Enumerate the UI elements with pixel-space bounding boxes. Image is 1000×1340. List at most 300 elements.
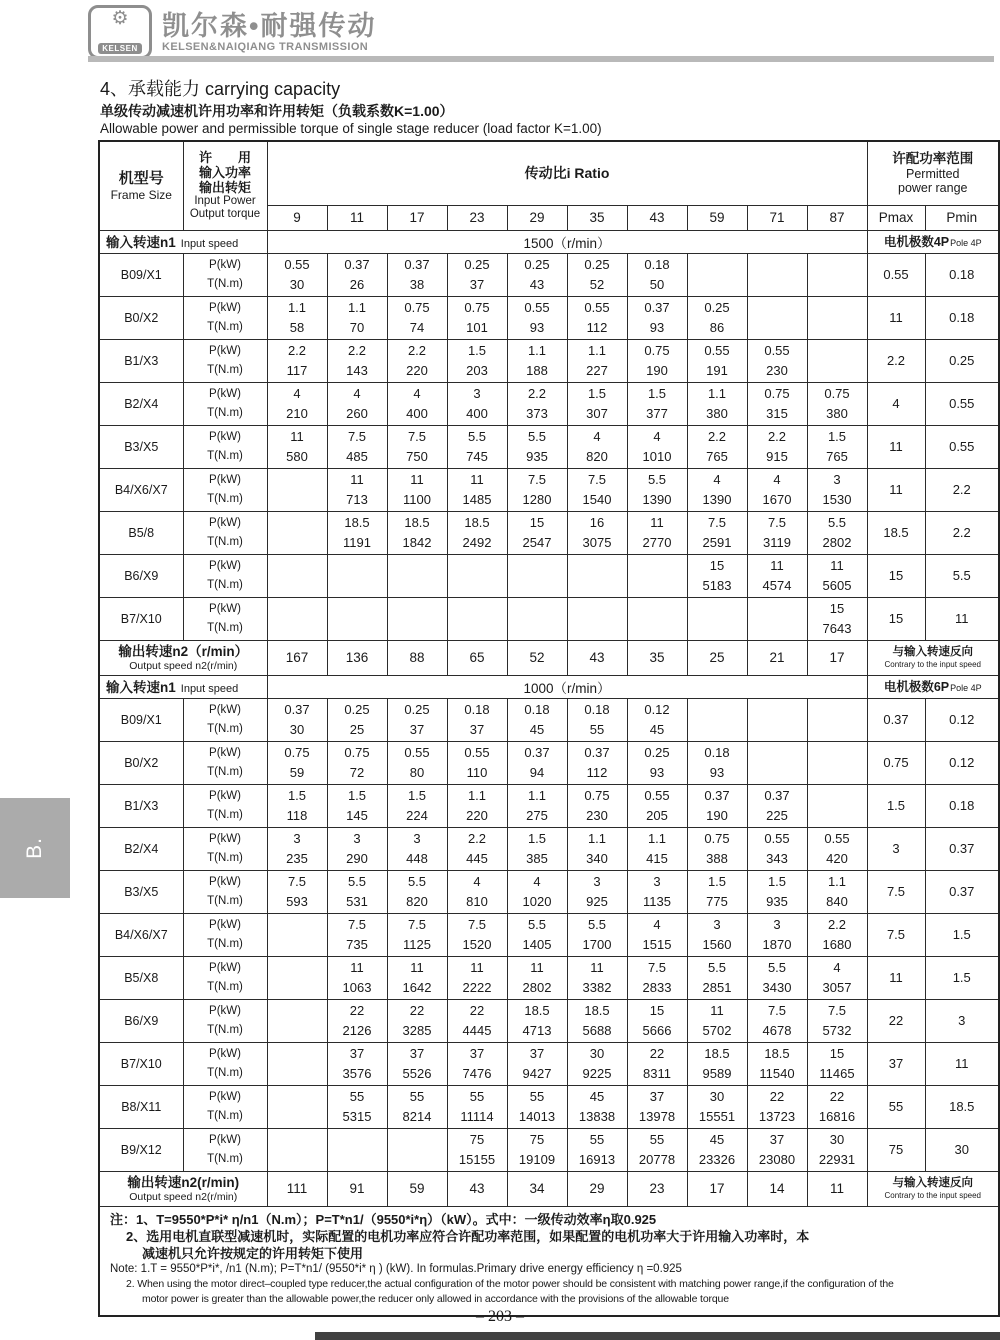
pmin-cell: 0.12	[925, 698, 999, 741]
ratio-data-cell	[327, 597, 387, 640]
t-value: 2851	[702, 979, 732, 995]
frame-size-cell: B7/X10	[99, 597, 183, 640]
pmax-cell: 2.2	[867, 339, 925, 382]
ratio-data-cell	[267, 784, 327, 827]
t-value: 420	[826, 850, 848, 866]
p-value: 3	[713, 916, 721, 932]
output-speed-value: 17	[687, 1171, 747, 1206]
pmin-cell: 0.12	[925, 741, 999, 784]
output-speed-value: 11	[807, 1171, 867, 1206]
p-value: 1.5	[467, 342, 487, 358]
pmin-cell: 0.18	[925, 253, 999, 296]
t-value: 59	[289, 764, 305, 780]
note-cn-2: 2、选用电机直联型减速机时，实际配置的电机功率应符合许配功率范围，如果配置的电机功率大于许用输入功率时，本	[126, 1228, 810, 1244]
ratio-data-cell	[747, 554, 807, 597]
t-value: 5732	[822, 1022, 852, 1038]
output-speed-cn: 输出转速n2(r/min)	[127, 1175, 240, 1190]
p-label: P(kW)	[209, 301, 241, 314]
t-value: 3382	[582, 979, 612, 995]
output-speed-value: 59	[387, 1171, 447, 1206]
t-label: T(N.m)	[207, 578, 243, 591]
pmax-cell: 4	[867, 382, 925, 425]
t-value: 925	[586, 893, 608, 909]
t-value: 1405	[522, 936, 552, 952]
p-value: 30	[709, 1088, 725, 1104]
t-value: 5183	[702, 577, 732, 593]
permitted-en2: power range	[898, 181, 968, 196]
ratio-data-cell	[807, 339, 867, 382]
notes	[99, 1206, 999, 1316]
t-value: 9589	[702, 1065, 732, 1081]
p-value: 0.25	[644, 744, 670, 760]
p-value: 1.1	[527, 342, 547, 358]
p-value: 2.2	[287, 342, 307, 358]
ratio-data-cell	[447, 698, 507, 741]
p-value: 7.5	[527, 471, 547, 487]
p-value: 5.5	[527, 916, 547, 932]
ratio-data-cell	[447, 1085, 507, 1128]
ratio-data-cell	[687, 741, 747, 784]
ratio-value: 35	[567, 205, 627, 230]
ratio-data-cell	[447, 999, 507, 1042]
motor-pole-cn: 电机极数4P	[883, 235, 950, 249]
ratio-data-cell	[447, 827, 507, 870]
p-value: 4	[533, 873, 541, 889]
ratio-data-cell	[447, 554, 507, 597]
frame-row	[99, 339, 999, 382]
t-value: 30	[289, 276, 305, 292]
t-value: 3285	[402, 1022, 432, 1038]
ratio-data-cell	[747, 827, 807, 870]
p-value: 5.5	[827, 514, 847, 530]
p-value: 0.18	[644, 256, 670, 272]
pt-label-cell	[183, 597, 267, 640]
p-value: 4	[653, 916, 661, 932]
ratio-data-cell	[327, 296, 387, 339]
ratio-data-cell	[327, 425, 387, 468]
t-value: 5666	[642, 1022, 672, 1038]
ratio-data-cell	[447, 870, 507, 913]
p-label: P(kW)	[209, 1090, 241, 1103]
t-value: 4574	[762, 577, 792, 593]
ratio-value: 23	[447, 205, 507, 230]
t-label: T(N.m)	[207, 535, 243, 548]
t-label: T(N.m)	[207, 894, 243, 907]
pt-label-cell	[183, 698, 267, 741]
brand-name-en: KELSEN&NAIQIANG TRANSMISSION	[162, 41, 369, 53]
t-value: 2833	[642, 979, 672, 995]
t-value: 112	[586, 319, 608, 335]
t-label: T(N.m)	[207, 363, 243, 376]
ratio-data-cell	[807, 1085, 867, 1128]
ratio-data-cell	[387, 253, 447, 296]
ratio-data-cell	[687, 253, 747, 296]
pmax-cell: 75	[867, 1128, 925, 1171]
ratio-data-cell	[387, 468, 447, 511]
frame-size-cell: B09/X1	[99, 698, 183, 741]
p-value: 18.5	[464, 514, 490, 530]
motor-pole-cell	[867, 675, 999, 698]
p-value: 1.1	[587, 342, 607, 358]
pt-label-cell	[183, 913, 267, 956]
ratio-data-cell	[447, 382, 507, 425]
pt-en2: Output torque	[189, 208, 261, 221]
t-value: 37	[469, 721, 485, 737]
p-value: 0.25	[344, 701, 370, 717]
t-value: 235	[286, 850, 308, 866]
pmax-cell: 55	[867, 1085, 925, 1128]
pt-label-cell	[183, 956, 267, 999]
t-label: T(N.m)	[207, 1023, 243, 1036]
subtitle-cn: 单级传动减速机许用功率和许用转矩（负载系数K=1.00）	[100, 103, 454, 119]
pmin-cell: 3	[925, 999, 999, 1042]
ratio-data-cell	[687, 425, 747, 468]
output-speed-row	[99, 640, 999, 675]
p-value: 0.37	[524, 744, 550, 760]
t-value: 1520	[462, 936, 492, 952]
p-value: 1.5	[587, 385, 607, 401]
t-value: 5526	[402, 1065, 432, 1081]
p-value: 55	[409, 1088, 425, 1104]
p-value: 11	[650, 514, 664, 530]
t-value: 72	[349, 764, 365, 780]
ratio-data-cell	[507, 468, 567, 511]
p-value: 11	[350, 471, 364, 487]
ratio-data-cell	[807, 956, 867, 999]
ratio-data-cell	[627, 1042, 687, 1085]
header-divider	[88, 56, 994, 62]
output-speed-en: Output speed n2(r/min)	[129, 1191, 238, 1203]
t-value: 2770	[642, 534, 672, 550]
pmin-cell: 2.2	[925, 511, 999, 554]
p-value: 0.25	[464, 256, 490, 272]
pt-label-cell	[183, 382, 267, 425]
t-value: 1540	[582, 491, 612, 507]
t-value: 203	[466, 362, 488, 378]
t-value: 315	[766, 405, 788, 421]
pmax-cell: 1.5	[867, 784, 925, 827]
p-value: 0.75	[824, 385, 850, 401]
ratio-data-cell	[747, 698, 807, 741]
input-speed-cn: 输入转速n1	[106, 235, 176, 250]
t-label: T(N.m)	[207, 492, 243, 505]
output-speed-value: 91	[327, 1171, 387, 1206]
output-speed-cn: 输出转速n2（r/min）	[118, 644, 249, 659]
ratio-data-cell	[627, 827, 687, 870]
ratio-data-cell	[327, 1085, 387, 1128]
motor-pole-cell	[867, 230, 999, 253]
p-label: P(kW)	[209, 832, 241, 845]
frame-size-cell: B3/X5	[99, 870, 183, 913]
t-value: 93	[649, 319, 665, 335]
output-speed-value: 65	[447, 640, 507, 675]
t-value: 74	[409, 319, 425, 335]
pt-label-cell	[183, 339, 267, 382]
t-value: 745	[466, 448, 488, 464]
t-value: 5688	[582, 1022, 612, 1038]
ratio-data-cell	[807, 468, 867, 511]
t-label: T(N.m)	[207, 406, 243, 419]
t-value: 373	[526, 405, 548, 421]
frame-row	[99, 913, 999, 956]
output-speed-value: 14	[747, 1171, 807, 1206]
p-value: 7.5	[647, 959, 667, 975]
brand-name-cn: 凯尔森•耐强传动	[162, 11, 377, 41]
t-value: 230	[766, 362, 788, 378]
p-value: 5.5	[347, 873, 367, 889]
ratio-data-cell	[747, 741, 807, 784]
t-value: 224	[406, 807, 428, 823]
t-value: 290	[346, 850, 368, 866]
brand-header	[88, 5, 376, 59]
page-number: – 203 –	[476, 1308, 524, 1325]
output-speed-value: 111	[267, 1171, 327, 1206]
p-value: 7.5	[767, 514, 787, 530]
ratio-data-cell	[327, 827, 387, 870]
pmin-cell: 0.37	[925, 870, 999, 913]
power-torque-header	[183, 141, 267, 230]
ratio-data-cell	[567, 1128, 627, 1171]
t-label: T(N.m)	[207, 1109, 243, 1122]
t-value: 1390	[642, 491, 672, 507]
t-value: 735	[346, 936, 368, 952]
t-value: 5605	[822, 577, 852, 593]
t-value: 1515	[642, 936, 672, 952]
table-body	[99, 230, 999, 1206]
p-value: 11	[770, 557, 784, 573]
frame-row	[99, 784, 999, 827]
ratio-data-cell	[507, 827, 567, 870]
ratio-data-cell	[747, 511, 807, 554]
ratio-data-cell	[387, 554, 447, 597]
ratio-data-cell	[807, 784, 867, 827]
t-value: 377	[646, 405, 668, 421]
ratio-data-cell	[327, 1128, 387, 1171]
ratio-data-cell	[267, 870, 327, 913]
frame-size-cell: B1/X3	[99, 339, 183, 382]
ratio-data-cell	[747, 956, 807, 999]
page-title: 4、承载能力 carrying capacity	[100, 79, 341, 99]
t-label: T(N.m)	[207, 765, 243, 778]
ratio-data-cell	[387, 870, 447, 913]
t-value: 22931	[818, 1151, 856, 1167]
p-value: 0.55	[644, 787, 670, 803]
ratio-data-cell	[327, 999, 387, 1042]
p-value: 11	[470, 959, 484, 975]
t-value: 1642	[402, 979, 432, 995]
t-value: 43	[529, 276, 545, 292]
ratio-data-cell	[687, 827, 747, 870]
ratio-data-cell	[687, 1085, 747, 1128]
ratio-data-cell	[327, 253, 387, 296]
p-value: 0.37	[704, 787, 730, 803]
p-value: 1.1	[707, 385, 727, 401]
pt-label-cell	[183, 253, 267, 296]
ratio-data-cell	[627, 913, 687, 956]
p-value: 7.5	[707, 514, 727, 530]
ratio-data-cell	[447, 1128, 507, 1171]
ratio-data-cell	[687, 511, 747, 554]
ratio-data-cell	[447, 1042, 507, 1085]
pmax-cell: 15	[867, 554, 925, 597]
p-value: 1.5	[647, 385, 667, 401]
p-value: 0.37	[644, 299, 670, 315]
ratio-data-cell	[447, 339, 507, 382]
p-label: P(kW)	[209, 746, 241, 759]
ratio-data-cell	[447, 741, 507, 784]
ratio-data-cell	[747, 1042, 807, 1085]
output-speed-value: 23	[627, 1171, 687, 1206]
output-direction-en: Contrary to the input speed	[884, 660, 981, 669]
ratio-data-cell	[387, 339, 447, 382]
p-label: P(kW)	[209, 961, 241, 974]
section-tab-label: B.	[23, 837, 46, 859]
pmin-cell: 1.5	[925, 956, 999, 999]
ratio-data-cell	[387, 784, 447, 827]
ratio-data-cell	[687, 554, 747, 597]
ratio-data-cell	[807, 870, 867, 913]
ratio-data-cell	[447, 956, 507, 999]
ratio-data-cell	[387, 698, 447, 741]
pmax-cell: 0.55	[867, 253, 925, 296]
p-value: 1.5	[767, 873, 787, 889]
motor-pole-cn: 电机极数6P	[883, 680, 950, 694]
t-value: 2222	[462, 979, 492, 995]
t-label: T(N.m)	[207, 937, 243, 950]
p-value: 0.75	[344, 744, 370, 760]
ratio-data-cell	[807, 698, 867, 741]
ratio-data-cell	[387, 913, 447, 956]
p-value: 75	[529, 1131, 545, 1147]
t-value: 220	[466, 807, 488, 823]
p-value: 7.5	[287, 873, 307, 889]
output-direction-cn: 与输入转速反向	[892, 1177, 973, 1189]
ratio-data-cell	[507, 698, 567, 741]
ratio-data-cell	[627, 741, 687, 784]
ratio-data-cell	[507, 597, 567, 640]
p-value: 55	[649, 1131, 665, 1147]
ratio-data-cell	[507, 741, 567, 784]
pt-label-cell	[183, 554, 267, 597]
ratio-data-cell	[447, 784, 507, 827]
t-value: 26	[349, 276, 365, 292]
ratio-data-cell	[447, 253, 507, 296]
ratio-data-cell	[687, 698, 747, 741]
frame-row	[99, 956, 999, 999]
ratio-data-cell	[327, 870, 387, 913]
ratio-data-cell	[267, 913, 327, 956]
output-speed-value: 136	[327, 640, 387, 675]
t-value: 50	[649, 276, 665, 292]
ratio-data-cell	[687, 784, 747, 827]
t-value: 15155	[458, 1151, 496, 1167]
frame-size-cell: B6/X9	[99, 999, 183, 1042]
p-value: 0.18	[464, 701, 490, 717]
p-value: 0.75	[404, 299, 430, 315]
frame-row	[99, 999, 999, 1042]
ratio-data-cell	[327, 698, 387, 741]
ratio-data-cell	[747, 597, 807, 640]
p-value: 0.75	[464, 299, 490, 315]
input-speed-row	[99, 675, 999, 698]
t-value: 1530	[822, 491, 852, 507]
t-value: 11465	[819, 1065, 855, 1081]
output-speed-value: 52	[507, 640, 567, 675]
ratio-data-cell	[627, 956, 687, 999]
p-value: 15	[829, 600, 845, 616]
output-speed-en: Output speed n2(r/min)	[129, 660, 238, 672]
ratio-data-cell	[807, 253, 867, 296]
ratio-data-cell	[327, 1042, 387, 1085]
ratio-data-cell	[567, 999, 627, 1042]
p-value: 22	[349, 1002, 365, 1018]
p-value: 15	[709, 557, 725, 573]
frame-row	[99, 1128, 999, 1171]
p-value: 30	[589, 1045, 605, 1061]
t-value: 3576	[342, 1065, 372, 1081]
ratio-data-cell	[747, 339, 807, 382]
t-label: T(N.m)	[207, 1066, 243, 1079]
p-label: P(kW)	[209, 1133, 241, 1146]
ratio-value: 71	[747, 205, 807, 230]
pt-en1: Input Power	[194, 195, 256, 208]
note-cn-3: 减速机只允许按规定的许用转矩下使用	[142, 1245, 364, 1261]
ratio-data-cell	[567, 253, 627, 296]
note-cn-1: 注：1、T=9550*P*i* η/n1（N.m）；P=T*n1/（9550*i*η）（kW）。式中：一级传动效率η取0.925	[110, 1211, 657, 1227]
t-value: 2591	[702, 534, 732, 550]
ratio-data-cell	[747, 999, 807, 1042]
frame-size-header	[99, 141, 183, 230]
t-label: T(N.m)	[207, 722, 243, 735]
output-speed-value: 29	[567, 1171, 627, 1206]
t-value: 19109	[518, 1151, 556, 1167]
ratio-value: 87	[807, 205, 867, 230]
p-value: 0.37	[344, 256, 370, 272]
t-value: 400	[406, 405, 428, 421]
ratio-data-cell	[507, 382, 567, 425]
permitted-header	[867, 141, 999, 205]
p-value: 4	[473, 873, 481, 889]
p-value: 22	[829, 1088, 845, 1104]
t-label: T(N.m)	[207, 320, 243, 333]
output-direction-en: Contrary to the input speed	[884, 1191, 981, 1200]
frame-row	[99, 425, 999, 468]
ratio-data-cell	[687, 296, 747, 339]
ratio-data-cell	[327, 468, 387, 511]
t-value: 1135	[643, 893, 671, 909]
pmax-cell: 18.5	[867, 511, 925, 554]
ratio-data-cell	[567, 956, 627, 999]
t-value: 713	[346, 491, 368, 507]
t-value: 94	[529, 764, 545, 780]
p-label: P(kW)	[209, 789, 241, 802]
ratio-data-cell	[567, 1042, 627, 1085]
input-speed-en: Input speed	[180, 238, 239, 250]
t-value: 380	[706, 405, 728, 421]
ratio-data-cell	[747, 913, 807, 956]
ratio-data-cell	[567, 468, 627, 511]
t-value: 935	[526, 448, 548, 464]
p-label: P(kW)	[209, 387, 241, 400]
p-value: 5.5	[467, 428, 487, 444]
t-value: 37	[409, 721, 425, 737]
t-value: 93	[529, 319, 545, 335]
p-value: 3	[593, 873, 601, 889]
ratio-data-cell	[387, 296, 447, 339]
p-value: 18.5	[344, 514, 370, 530]
p-value: 18.5	[704, 1045, 730, 1061]
permitted-cn: 许配功率范围	[892, 151, 974, 167]
